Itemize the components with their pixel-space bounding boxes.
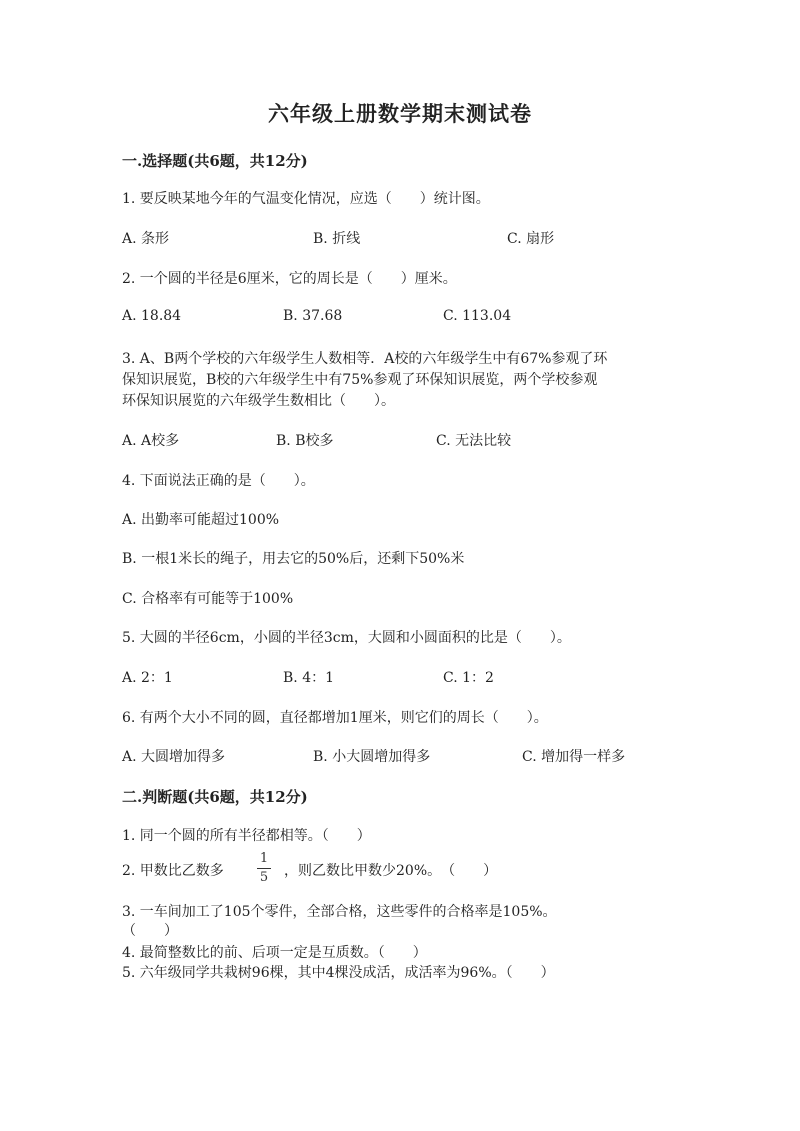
question-6-option-a: A. 大圆增加得多: [122, 749, 226, 765]
question-5-text: 5. 大圆的半径6cm，小圆的半径3cm，大圆和小圆面积的比是（ ）。: [122, 630, 571, 646]
question-2-text: 2. 一个圆的半径是6厘米，它的周长是（ ）厘米。: [122, 271, 457, 287]
question-1-option-b: B. 折线: [313, 231, 361, 247]
question-4-option-a: A. 出勤率可能超过100%: [122, 512, 280, 528]
question-1-option-a: A. 条形: [122, 231, 170, 247]
fraction-numerator: 1: [259, 851, 269, 866]
question-6-option-b: B. 小大圆增加得多: [313, 749, 431, 765]
section-heading-choice: 一.选择题(共6题，共12分): [122, 152, 308, 170]
question-1-option-c: C. 扇形: [507, 231, 555, 247]
question-5-option-a: A. 2：1: [122, 670, 173, 686]
section-heading-judgement: 二.判断题(共6题，共12分): [122, 788, 308, 806]
question-6-text: 6. 有两个大小不同的圆，直径都增加1厘米，则它们的周长（ ）。: [122, 710, 548, 726]
question-4-option-b: B. 一根1米长的绳子，用去它的50%后，还剩下50%米: [122, 551, 465, 567]
judgement-1-text: 1. 同一个圆的所有半径都相等。（ ）: [122, 828, 371, 844]
question-1-text: 1. 要反映某地今年的气温变化情况，应选（ ）统计图。: [122, 191, 490, 207]
question-4-option-c: C. 合格率有可能等于100%: [122, 591, 294, 607]
question-2-option-c: C. 113.04: [443, 308, 512, 324]
question-3-text-line-2: 保知识展览，B校的六年级学生中有75%参观了环保知识展览，两个学校参观: [122, 372, 598, 388]
question-5-option-c: C. 1：2: [443, 670, 494, 686]
judgement-3-bracket: （ ）: [122, 923, 178, 939]
judgement-2-text-after: ，则乙数比甲数少20%。 （ ）: [284, 863, 498, 879]
question-5-option-b: B. 4：1: [283, 670, 335, 686]
question-3-option-b: B. B校多: [276, 433, 334, 449]
fraction-denominator: 5: [259, 870, 269, 885]
question-3-text-line-3: 环保知识展览的六年级学生数相比（ ）。: [122, 393, 395, 409]
question-3-option-a: A. A校多: [122, 433, 180, 449]
page-title: 六年级上册数学期末测试卷: [268, 101, 532, 126]
question-2-option-a: A. 18.84: [122, 308, 182, 324]
question-6-option-c: C. 增加得一样多: [522, 749, 626, 765]
question-4-text: 4. 下面说法正确的是（ ）。: [122, 473, 315, 489]
question-3-text-line-1: 3. A、B两个学校的六年级学生人数相等．A校的六年级学生中有67%参观了环: [122, 351, 608, 367]
question-3-option-c: C. 无法比较: [436, 433, 512, 449]
judgement-5-text: 5. 六年级同学共栽树96棵，其中4棵没成活，成活率为96%。（ ）: [122, 965, 555, 981]
fraction-one-fifth: [255, 852, 273, 885]
judgement-2-text-before: 2. 甲数比乙数多: [122, 863, 224, 879]
fraction-bar: [257, 868, 271, 869]
judgement-4-text: 4. 最简整数比的前、后项一定是互质数。（ ）: [122, 945, 427, 961]
judgement-3-text: 3. 一车间加工了105个零件，全部合格，这些零件的合格率是105%。: [122, 904, 557, 920]
question-2-option-b: B. 37.68: [283, 308, 343, 324]
